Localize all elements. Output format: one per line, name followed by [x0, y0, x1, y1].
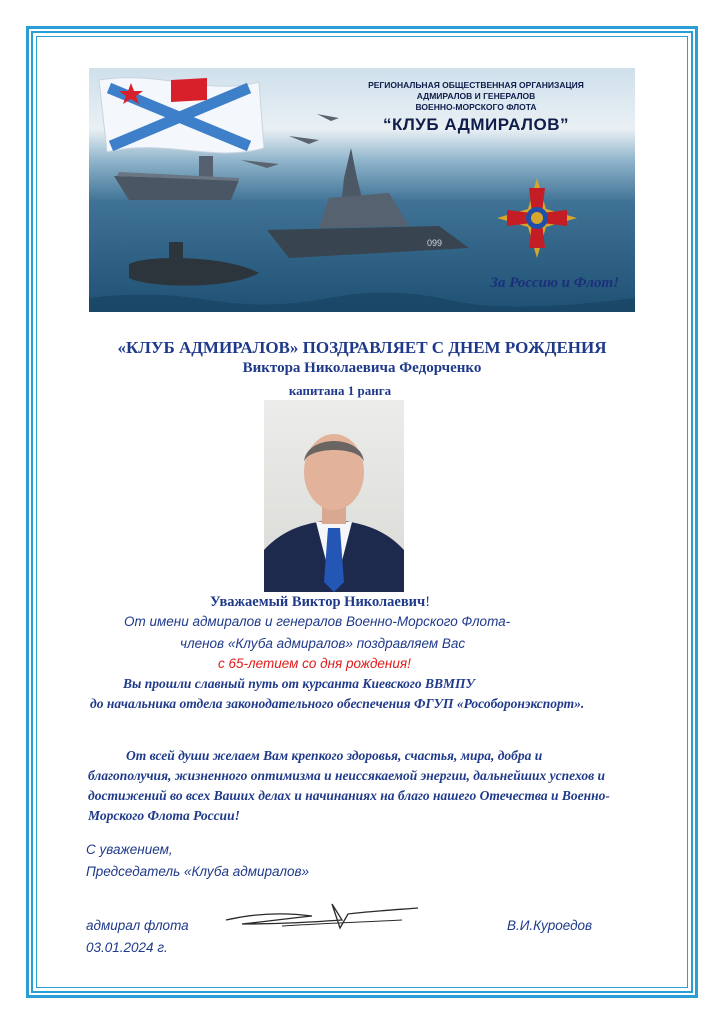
banner-slogan: За Россию и Флот!: [490, 275, 619, 291]
greeting: Уважаемый Виктор Николаевич!: [210, 594, 431, 610]
org-line-3: ВОЕННО-МОРСКОГО ФЛОТА: [415, 102, 537, 112]
club-banner: [89, 68, 635, 312]
message-line-1: От имени адмиралов и генералов Военно-Морского Флота-: [124, 614, 511, 629]
career-line-2: до начальника отдела законодательного обеспечения ФГУП «Рособоронэкспорт».: [90, 696, 585, 711]
hull-number: 099: [427, 238, 443, 248]
page-title: «КЛУБ АДМИРАЛОВ» ПОЗДРАВЛЯЕТ С ДНЕМ РОЖДЕНИЯ: [117, 338, 607, 357]
letter-date: 03.01.2024 г.: [86, 940, 168, 955]
club-name: “КЛУБ АДМИРАЛОВ”: [383, 115, 569, 134]
regards-line: С уважением,: [86, 842, 173, 857]
wishes-first-line: От всей души желаем Вам крепкого здоровья, счастья, мира, добра и: [126, 748, 543, 763]
wishes-paragraph: [88, 746, 648, 826]
anniversary-line: с 65-летием со дня рождения!: [218, 656, 411, 671]
portrait-illustration: [264, 400, 404, 592]
signer-position: Председатель «Клуба адмиралов»: [86, 864, 310, 879]
order-cross-icon: [497, 178, 577, 258]
honoree-name: Виктора Николаевича Федорченко: [242, 360, 482, 376]
signer-title: адмирал флота: [86, 918, 189, 933]
org-line-2: АДМИРАЛОВ И ГЕНЕРАЛОВ: [416, 91, 536, 101]
message-line-2: членов «Клуба адмиралов» поздравляем Вас: [180, 636, 466, 651]
signer-name: В.И.Куроедов: [507, 918, 593, 933]
career-line-1: Вы прошли славный путь от курсанта Киевского ВВМПУ: [123, 676, 475, 691]
honoree-photo: [264, 400, 404, 592]
honoree-rank: капитана 1 ранга: [288, 383, 392, 398]
org-line-1: РЕГИОНАЛЬНАЯ ОБЩЕСТВЕННАЯ ОРГАНИЗАЦИЯ: [368, 80, 584, 90]
handwritten-signature: [222, 900, 422, 936]
banner-heading: [331, 80, 621, 135]
wishes-rest: благополучия, жизненного оптимизма и неиссякаемой энергии, дальнейших успехов и достижений во всех Ваших делах и начинаниях на благо нашего Отечества и Военно-Морского Флота России!: [88, 768, 610, 823]
